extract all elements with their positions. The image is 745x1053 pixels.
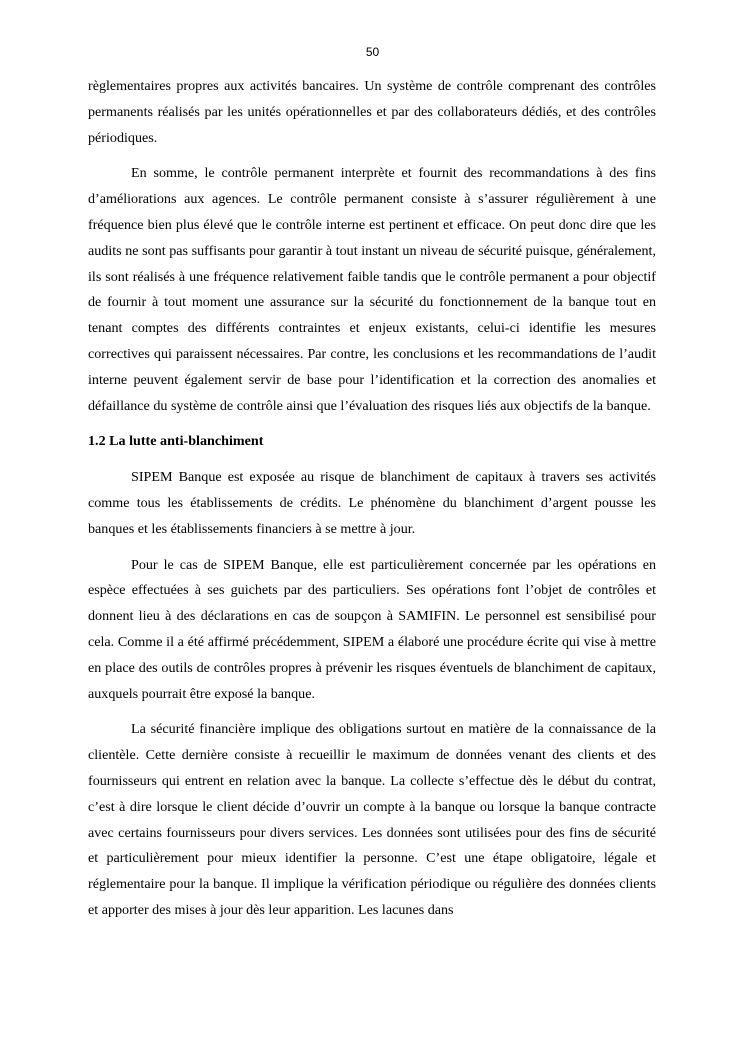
paragraph-permanent-control: En somme, le contrôle permanent interprète et fournit des recommandations à des fins d’améliorations aux agences. Le contrôle permanent consiste à s’assurer régulièrement à une fréquence bien plus élevé que le contrôle interne est pertinent et efficace. On peut donc dire que les audits ne sont pas suffisants pour garantir à tout instant un niveau de sécurité puisque, généralement, ils sont réalisés à une fréquence relativement faible tandis que le contrôle permanent a pour objectif de fournir à tout moment une assurance sur la sécurité du fonctionnement de la banque tout en tenant comptes des différents contraintes et enjeux existants, celui-ci identifie les mesures correctives qui paraissent nécessaires. Par contre, les conclusions et les recommandations de l’audit interne peuvent également servir de base pour l’identification et la correction des anomalies et défaillance du système de contrôle ainsi que l’évaluation des risques liés aux objectifs de la banque. — [88, 165, 656, 414]
section-heading: 1.2 La lutte anti-blanchiment — [88, 433, 264, 450]
paragraph-financial-security: La sécurité financière implique des obligations surtout en matière de la connaissance de la clientèle. Cette dernière consiste à recueillir le maximum de données venant des clients et des fournisseurs qui entrent en relation avec la banque. La collecte s’effectue dès le début du contrat, c’est à dire lorsque le client décide d’ouvrir un compte à la banque ou lorsque la banque contracte avec certains fournisseurs pour divers services. Les données sont utilisées pour des fins de sécurité et particulièrement pour mieux identifier la personne. C’est une étape obligatoire, légale et réglementaire pour la banque. Il implique la vérification périodique ou régulière des données clients et apporter des mises à jour dès leur apparition. Les lacunes dans — [88, 721, 656, 918]
paragraph-continued: règlementaires propres aux activités bancaires. Un système de contrôle comprenant des contrôles permanents réalisés par les unités opérationnelles et par des collaborateurs dédiés, et des contrôles périodiques. — [88, 78, 656, 146]
page-number: 50 — [365, 45, 380, 59]
paragraph-laundering-exposure: SIPEM Banque est exposée au risque de blanchiment de capitaux à travers ses activités comme tous les établissements de crédits. Le phénomène du blanchiment d’argent pousse les banques et les établissements financiers à se mettre à jour. — [88, 469, 656, 537]
page-content — [88, 74, 656, 924]
paragraph-sipem-case: Pour le cas de SIPEM Banque, elle est particulièrement concernée par les opérations en espèce effectuées à ses guichets par des particuliers. Ses opérations font l’objet de contrôles et donnent lieu à des déclarations en cas de soupçon à SAMIFIN. Le personnel est sensibilisé pour cela. Comme il a été affirmé précédemment, SIPEM a élaboré une procédure écrite qui vise à mettre en place des outils de contrôles propres à prévenir les risques éventuels de blanchiment de capitaux, auxquels pourrait être exposé la banque. — [88, 556, 656, 702]
